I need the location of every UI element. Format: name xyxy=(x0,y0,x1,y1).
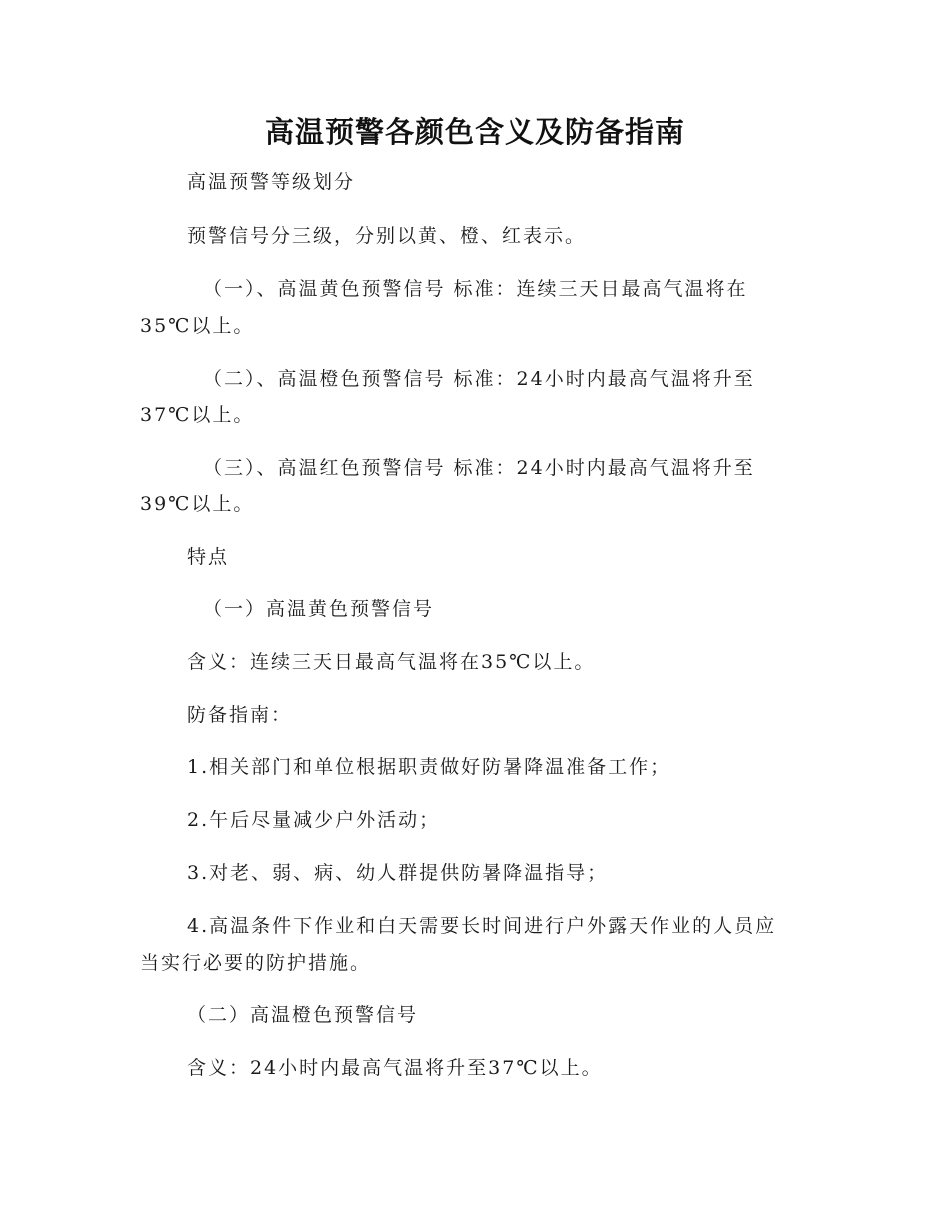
level2-line-b: 37℃以上。 xyxy=(140,404,255,426)
level3-line-b: 39℃以上。 xyxy=(140,493,255,515)
guide-item-1: 1.相关部门和单位根据职责做好防暑降温准备工作； xyxy=(187,756,672,778)
document-title: 高温预警各颜色含义及防备指南 xyxy=(264,115,685,149)
level3-line-a: （三）、高温红色预警信号 标准：24小时内最高气温将升至 xyxy=(203,457,755,479)
orange-signal-meaning: 含义：24小时内最高气温将升至37℃以上。 xyxy=(187,1057,603,1079)
guide-item-4-line-a: 4.高温条件下作业和白天需要长时间进行户外露天作业的人员应 xyxy=(187,915,777,937)
level2-line-a: （二）、高温橙色预警信号 标准：24小时内最高气温将升至 xyxy=(203,368,755,390)
guide-item-4-line-b: 当实行必要的防护措施。 xyxy=(140,952,372,974)
guide-item-3: 3.对老、弱、病、幼人群提供防暑降温指导； xyxy=(187,862,609,884)
section-heading-levels: 高温预警等级划分 xyxy=(187,171,356,193)
level1-line-b: 35℃以上。 xyxy=(140,315,255,337)
guide-item-2: 2.午后尽量减少户外活动； xyxy=(187,809,441,831)
yellow-signal-heading: （一）高温黄色预警信号 xyxy=(203,598,435,620)
level1-line-a: （一）、高温黄色预警信号 标准：连续三天日最高气温将在 xyxy=(203,278,748,300)
intro-paragraph: 预警信号分三级，分别以黄、橙、红表示。 xyxy=(187,225,587,247)
guide-heading: 防备指南： xyxy=(187,704,293,726)
orange-signal-heading: （二）高温橙色预警信号 xyxy=(187,1004,419,1026)
yellow-signal-meaning: 含义：连续三天日最高气温将在35℃以上。 xyxy=(187,651,596,673)
section-heading-features: 特点 xyxy=(187,546,230,568)
